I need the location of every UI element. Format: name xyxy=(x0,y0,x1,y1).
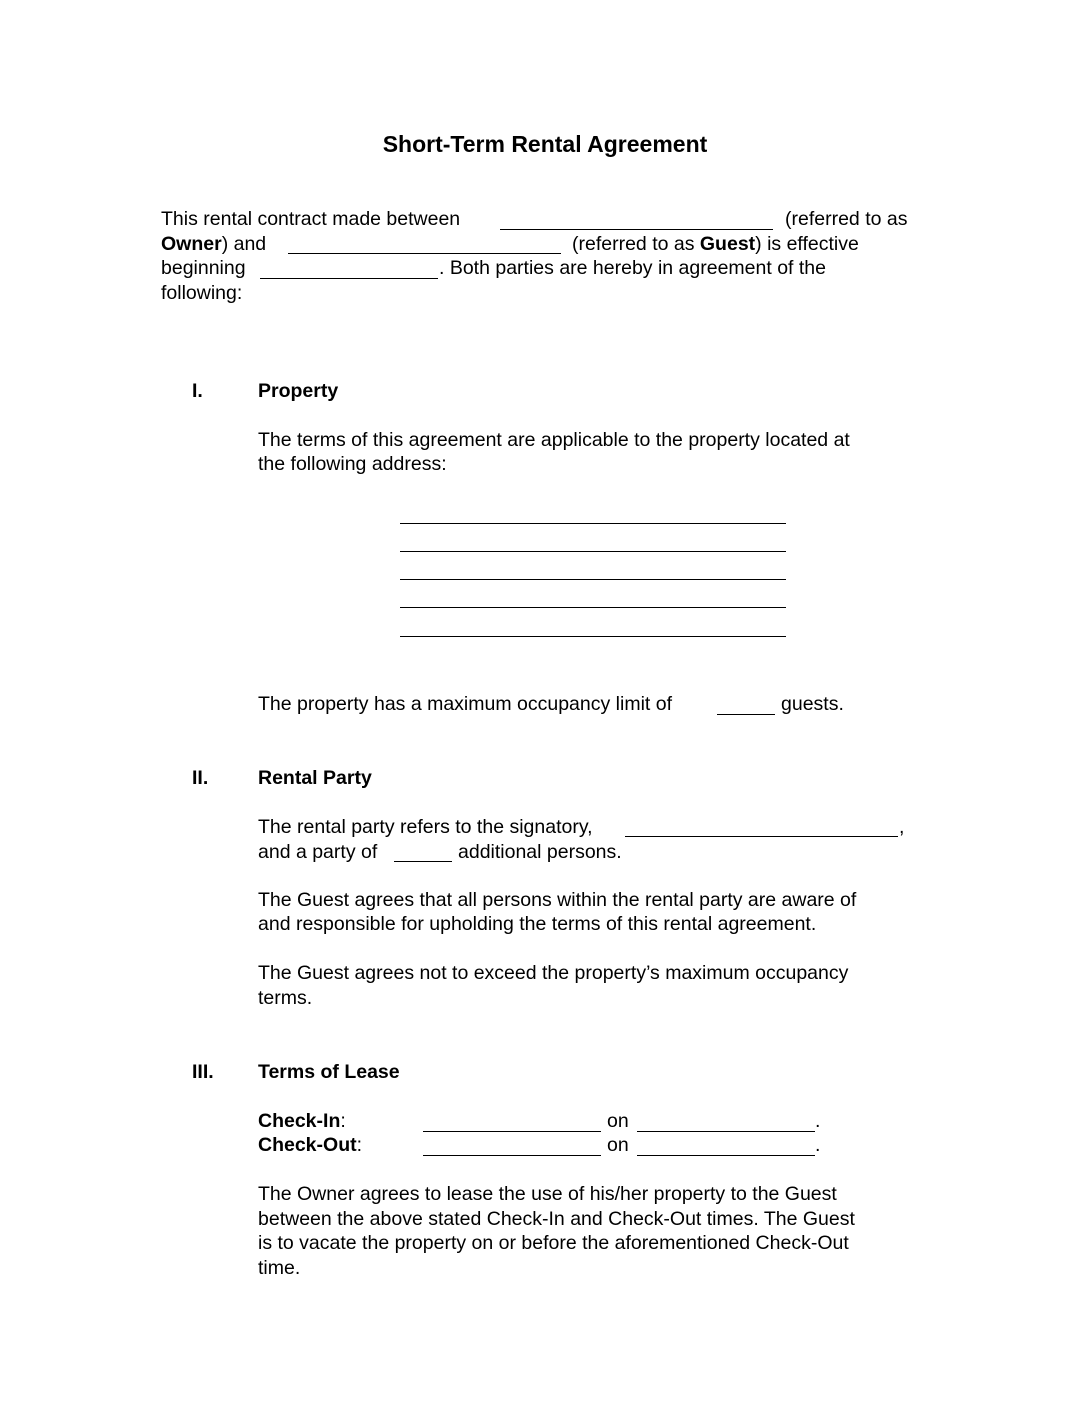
intro-text-2c: ) is effective xyxy=(755,233,859,255)
section-3-text-3: is to vacate the property on or before the aforementioned Check-Out xyxy=(258,1232,849,1254)
section-2-text-1: The rental party refers to the signatory, xyxy=(258,816,593,838)
checkin-on: on xyxy=(607,1110,629,1132)
checkout-time-field[interactable] xyxy=(423,1155,601,1156)
occupancy-text-a: The property has a maximum occupancy limit of xyxy=(258,693,672,715)
section-2-numeral: II. xyxy=(192,767,209,789)
section-1-text-1: The terms of this agreement are applicable to the property located at xyxy=(258,429,850,451)
checkout-on: on xyxy=(607,1134,629,1156)
owner-term: Owner xyxy=(161,233,222,255)
checkout-period: . xyxy=(815,1134,821,1156)
intro-text-2a: ) and xyxy=(221,233,267,255)
section-2-text-5: The Guest agrees not to exceed the property’s maximum occupancy xyxy=(258,962,849,984)
document-title: Short-Term Rental Agreement xyxy=(382,131,708,157)
intro-line-2a xyxy=(161,232,266,257)
address-line-2[interactable] xyxy=(400,551,786,552)
address-line-1[interactable] xyxy=(400,523,786,524)
checkin-label-text: Check-In xyxy=(258,1110,341,1132)
owner-name-field[interactable] xyxy=(500,229,773,230)
section-2-text-2a: and a party of xyxy=(258,841,378,863)
checkin-period: . xyxy=(815,1110,821,1132)
guest-name-field[interactable] xyxy=(288,253,561,254)
checkin-time-field[interactable] xyxy=(423,1131,601,1132)
checkout-label-text: Check-Out xyxy=(258,1134,357,1156)
checkin-date-field[interactable] xyxy=(637,1131,815,1132)
section-2-text-3: The Guest agrees that all persons within the rental party are aware of xyxy=(258,889,857,911)
section-3-text-2: between the above stated Check-In and Check-Out times. The Guest xyxy=(258,1208,855,1230)
section-2-text-6: terms. xyxy=(258,987,313,1009)
checkout-label xyxy=(258,1133,362,1158)
intro-text-2b: (referred to as xyxy=(572,233,695,255)
section-2-heading: Rental Party xyxy=(258,767,372,789)
address-line-4[interactable] xyxy=(400,607,786,608)
section-3-text-1: The Owner agrees to lease the use of his/her property to the Guest xyxy=(258,1183,837,1205)
intro-text-3b: . Both parties are hereby in agreement of the xyxy=(439,257,826,279)
checkin-label xyxy=(258,1109,346,1134)
occupancy-limit-field[interactable] xyxy=(717,714,775,715)
guest-term: Guest xyxy=(699,233,756,255)
checkout-colon: : xyxy=(356,1134,363,1156)
section-1-numeral: I. xyxy=(192,380,203,402)
intro-text-4: following: xyxy=(161,282,243,304)
address-line-5[interactable] xyxy=(400,636,786,637)
checkout-date-field[interactable] xyxy=(637,1155,815,1156)
additional-persons-field[interactable] xyxy=(394,861,452,862)
effective-date-field[interactable] xyxy=(260,278,438,279)
intro-text-3a: beginning xyxy=(161,257,246,279)
section-3-heading: Terms of Lease xyxy=(258,1061,400,1083)
intro-text-1b: (referred to as xyxy=(785,208,908,230)
section-3-text-4: time. xyxy=(258,1257,301,1279)
section-2-text-2b: additional persons. xyxy=(458,841,622,863)
intro-line-2b xyxy=(572,232,859,257)
section-3-numeral: III. xyxy=(192,1061,214,1083)
address-line-3[interactable] xyxy=(400,579,786,580)
signatory-name-field[interactable] xyxy=(625,836,898,837)
section-2-text-4: and responsible for upholding the terms of this rental agreement. xyxy=(258,913,817,935)
section-2-comma: , xyxy=(899,816,905,838)
checkin-colon: : xyxy=(340,1110,346,1132)
section-1-text-2: the following address: xyxy=(258,453,447,475)
intro-text-1a: This rental contract made between xyxy=(161,208,461,230)
section-1-heading: Property xyxy=(258,380,339,402)
occupancy-text-b: guests. xyxy=(781,693,844,715)
